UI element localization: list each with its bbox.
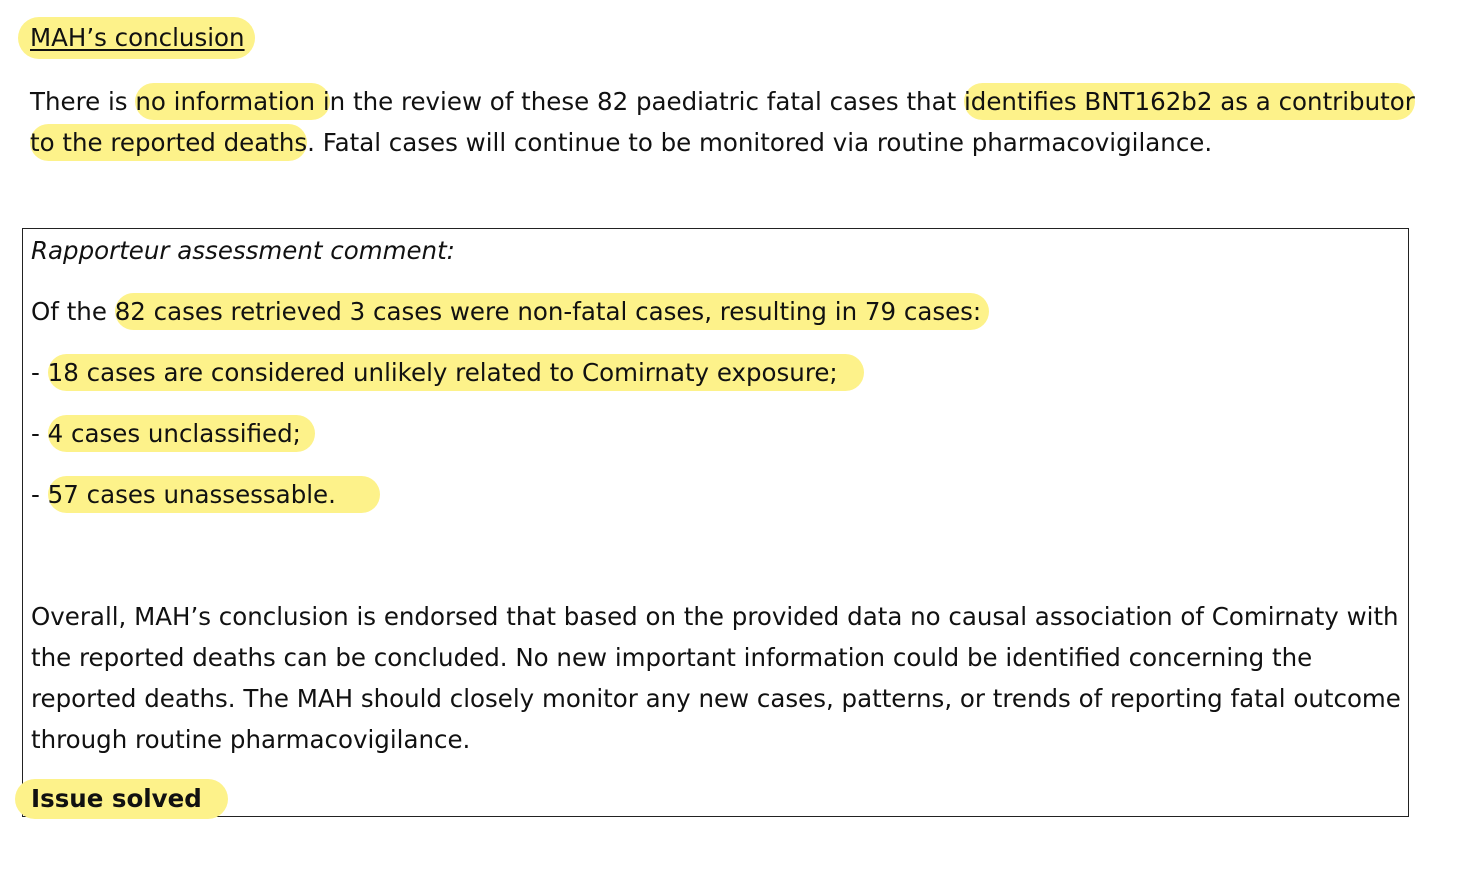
overall-paragraph: Overall, MAH’s conclusion is endorsed that based on the provided data no causal association of Comirnaty with the reported deaths can be concluded. No new important information could be identified concerning the reported deaths. The MAH should closely monitor any new cases, patterns, or trends of reporting fatal outcome through routine pharmacovigilance. bbox=[31, 602, 1401, 754]
list-item bbox=[31, 413, 315, 454]
conclusion-highlight-1: no information i bbox=[135, 83, 329, 120]
list-item-text: 18 cases are considered unlikely related to Comirnaty exposure; bbox=[48, 354, 864, 391]
assessment-box bbox=[22, 228, 1409, 817]
list-item bbox=[31, 474, 380, 515]
list-bullet: - bbox=[31, 480, 48, 509]
list-bullet: - bbox=[31, 358, 48, 387]
conclusion-text-1: There is bbox=[30, 87, 136, 116]
list-bullet: - bbox=[31, 419, 48, 448]
conclusion-paragraph bbox=[30, 81, 1430, 163]
assessment-title: Rapporteur assessment comment: bbox=[31, 236, 455, 265]
conclusion-text-2: n the review of these 82 paediatric fatal cases that bbox=[329, 87, 964, 116]
assessment-summary bbox=[31, 291, 989, 332]
list-item bbox=[31, 352, 864, 393]
status-label: Issue solved bbox=[15, 779, 228, 819]
summary-highlight: 82 cases retrieved 3 cases were non-fatal cases, resulting in 79 cases: bbox=[115, 293, 989, 330]
list-item-text: 4 cases unclassified; bbox=[48, 415, 315, 452]
summary-prefix: Of the bbox=[31, 297, 115, 326]
conclusion-text-3: . Fatal cases will continue to be monitored via routine pharmacovigilance. bbox=[307, 128, 1213, 157]
section-heading: MAH’s conclusion bbox=[18, 17, 255, 59]
list-item-text: 57 cases unassessable. bbox=[48, 476, 380, 513]
conclusion-highlight-2: identifies BNT162b2 as a contributor to the reported deaths bbox=[30, 83, 1415, 161]
